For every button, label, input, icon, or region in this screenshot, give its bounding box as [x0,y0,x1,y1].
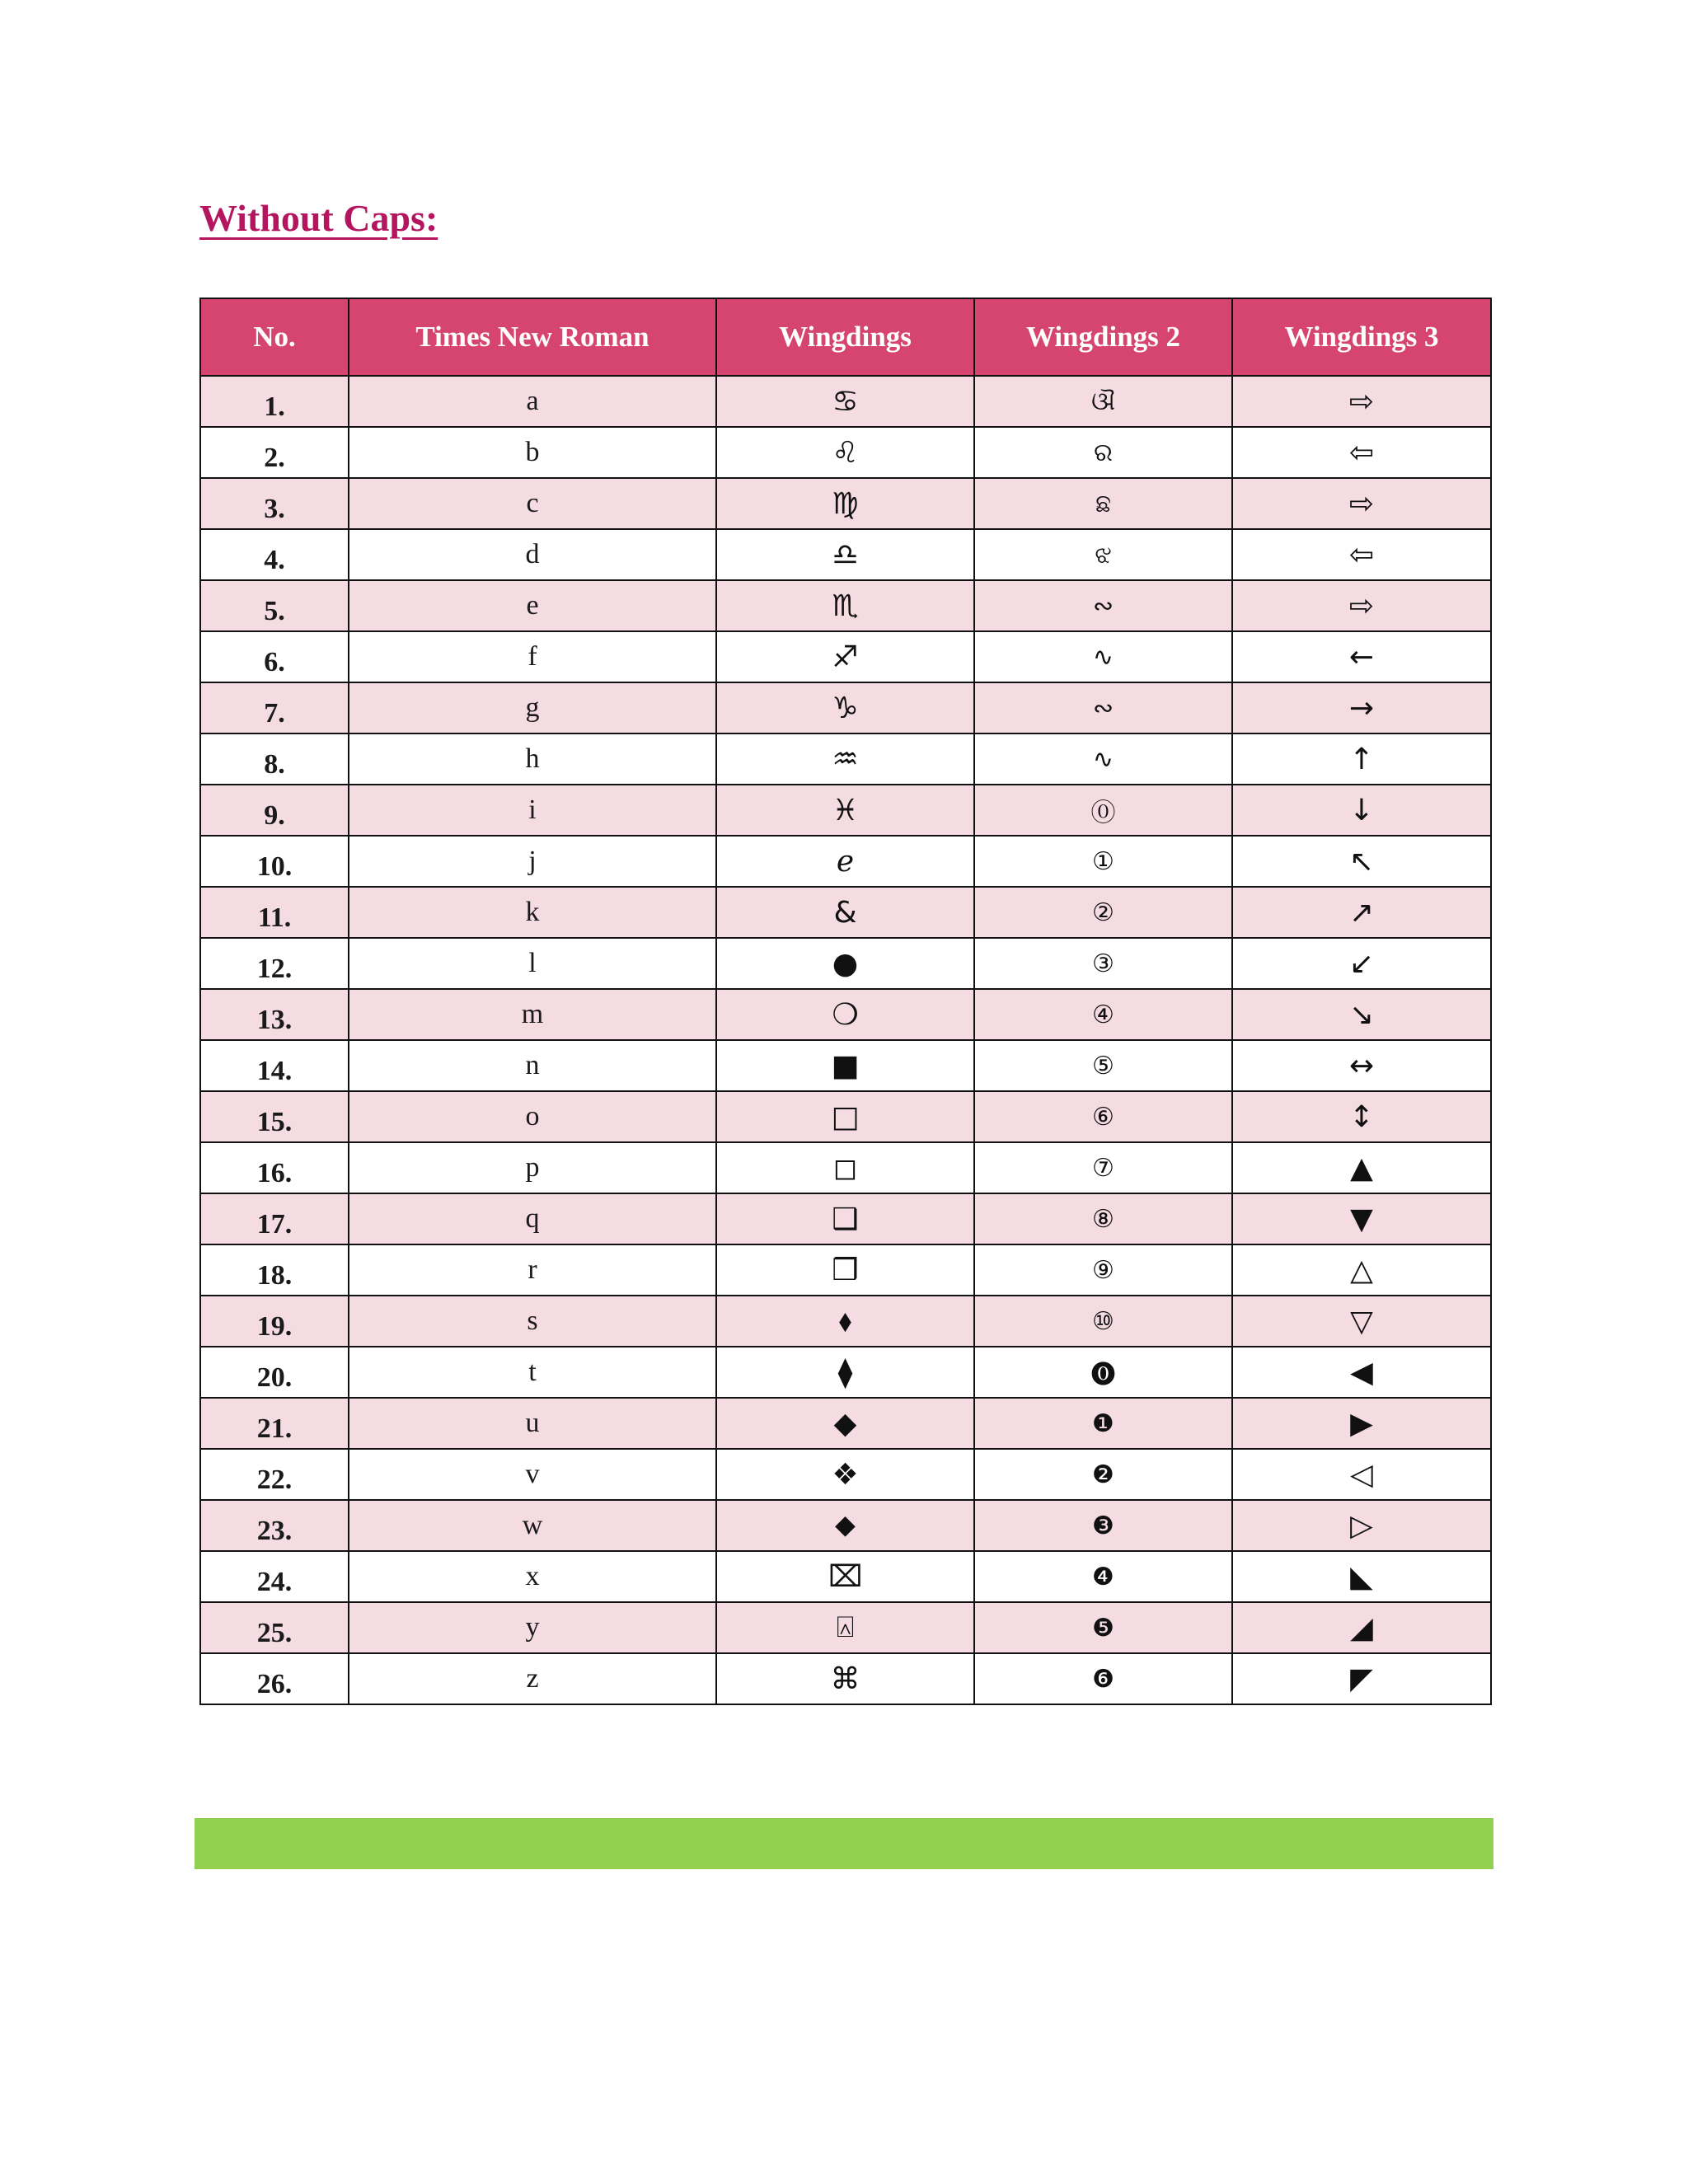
table-row [200,1296,1491,1347]
wingdings-2-cell: ① [974,836,1232,887]
wingdings-3-cell: ◣ [1232,1551,1491,1602]
row-number: 3. [200,478,349,529]
wingdings-cell: ♍ [716,478,974,529]
wingdings-2-cell: ❹ [974,1551,1232,1602]
times-new-roman-cell: r [349,1244,716,1296]
times-new-roman-cell: c [349,478,716,529]
wingdings-2-cell: ④ [974,989,1232,1040]
table-row [200,1398,1491,1449]
row-number: 24. [200,1551,349,1602]
table-row [200,478,1491,529]
wingdings-cell: ❑ [716,1193,974,1244]
table-row [200,1449,1491,1500]
table-header-row [200,298,1491,376]
wingdings-3-cell: ↖ [1232,836,1491,887]
times-new-roman-cell: s [349,1296,716,1347]
table-row [200,1602,1491,1653]
wingdings-2-cell: ⑤ [974,1040,1232,1091]
footer-accent-bar [195,1818,1493,1869]
wingdings-cell: ♓ [716,785,974,836]
header-wingdings-3: Wingdings 3 [1232,298,1491,376]
wingdings-2-cell: ⑥ [974,1091,1232,1142]
row-number: 2. [200,427,349,478]
wingdings-2-cell: ର [974,427,1232,478]
wingdings-2-cell: ❺ [974,1602,1232,1653]
wingdings-3-cell: ⇨ [1232,580,1491,631]
wingdings-cell: ♐ [716,631,974,682]
wingdings-cell: ⬧ [716,1296,974,1347]
wingdings-cell: ❍ [716,989,974,1040]
table-row [200,1244,1491,1296]
row-number: 12. [200,938,349,989]
wingdings-2-cell: ❶ [974,1398,1232,1449]
wingdings-cell: ⬥ [716,1500,974,1551]
times-new-roman-cell: b [349,427,716,478]
wingdings-cell: □ [716,1091,974,1142]
row-number: 6. [200,631,349,682]
row-number: 20. [200,1347,349,1398]
wingdings-3-cell: ↑ [1232,733,1491,785]
table-row [200,1142,1491,1193]
wingdings-2-cell: ⑦ [974,1142,1232,1193]
wingdings-2-cell: ⑨ [974,1244,1232,1296]
row-number: 14. [200,1040,349,1091]
wingdings-cell: ❖ [716,1449,974,1500]
wingdings-3-cell: ▽ [1232,1296,1491,1347]
times-new-roman-cell: n [349,1040,716,1091]
wingdings-3-cell: → [1232,682,1491,733]
wingdings-2-cell: ② [974,887,1232,938]
wingdings-cell: ℯ [716,836,974,887]
times-new-roman-cell: u [349,1398,716,1449]
row-number: 7. [200,682,349,733]
row-number: 17. [200,1193,349,1244]
table-row [200,733,1491,785]
times-new-roman-cell: p [349,1142,716,1193]
times-new-roman-cell: f [349,631,716,682]
wingdings-3-cell: ↙ [1232,938,1491,989]
wingdings-3-cell: ▶ [1232,1398,1491,1449]
times-new-roman-cell: o [349,1091,716,1142]
wingdings-2-cell: ∾ [974,580,1232,631]
table-row [200,989,1491,1040]
table-row [200,1193,1491,1244]
wingdings-3-cell: ↗ [1232,887,1491,938]
row-number: 21. [200,1398,349,1449]
row-number: 5. [200,580,349,631]
wingdings-3-cell: ◀ [1232,1347,1491,1398]
row-number: 25. [200,1602,349,1653]
table-row [200,376,1491,427]
wingdings-cell: ⌧ [716,1551,974,1602]
wingdings-3-cell: ◢ [1232,1602,1491,1653]
table-body [200,376,1491,1704]
table-row [200,1091,1491,1142]
wingdings-3-cell: ⇨ [1232,376,1491,427]
times-new-roman-cell: q [349,1193,716,1244]
wingdings-2-cell: ⓿ [974,1347,1232,1398]
row-number: 9. [200,785,349,836]
table-row [200,785,1491,836]
wingdings-3-cell: ↓ [1232,785,1491,836]
times-new-roman-cell: j [349,836,716,887]
times-new-roman-cell: i [349,785,716,836]
times-new-roman-cell: x [349,1551,716,1602]
header-wingdings-2: Wingdings 2 [974,298,1232,376]
table-row [200,529,1491,580]
table-row [200,580,1491,631]
row-number: 10. [200,836,349,887]
times-new-roman-cell: l [349,938,716,989]
row-number: 26. [200,1653,349,1704]
wingdings-3-cell: ▷ [1232,1500,1491,1551]
wingdings-cell: ⌘ [716,1653,974,1704]
wingdings-2-cell: ❷ [974,1449,1232,1500]
wingdings-3-cell: ↘ [1232,989,1491,1040]
table-row [200,1551,1491,1602]
wingdings-cell: ● [716,938,974,989]
times-new-roman-cell: m [349,989,716,1040]
table-row [200,427,1491,478]
wingdings-2-cell: ∿ [974,733,1232,785]
table-row [200,836,1491,887]
wingdings-3-cell: ← [1232,631,1491,682]
header-times-new-roman: Times New Roman [349,298,716,376]
table-row [200,682,1491,733]
table-row [200,631,1491,682]
wingdings-3-cell: ⇦ [1232,529,1491,580]
wingdings-cell: ⍓ [716,1602,974,1653]
wingdings-cell: ◆ [716,1398,974,1449]
wingdings-cell: ♒ [716,733,974,785]
times-new-roman-cell: z [349,1653,716,1704]
row-number: 1. [200,376,349,427]
wingdings-cell: ♏ [716,580,974,631]
wingdings-2-cell: ଝ [974,529,1232,580]
wingdings-cell: & [716,887,974,938]
times-new-roman-cell: h [349,733,716,785]
row-number: 19. [200,1296,349,1347]
times-new-roman-cell: w [349,1500,716,1551]
row-number: 11. [200,887,349,938]
row-number: 23. [200,1500,349,1551]
wingdings-cell: ♌ [716,427,974,478]
times-new-roman-cell: y [349,1602,716,1653]
header-no: No. [200,298,349,376]
row-number: 22. [200,1449,349,1500]
times-new-roman-cell: a [349,376,716,427]
wingdings-3-cell: △ [1232,1244,1491,1296]
wingdings-2-cell: ❸ [974,1500,1232,1551]
wingdings-cell: ♑ [716,682,974,733]
wingdings-2-cell: ∿ [974,631,1232,682]
wingdings-cell: ❒ [716,1244,974,1296]
wingdings-cell: ⧫ [716,1347,974,1398]
wingdings-2-cell: ⑧ [974,1193,1232,1244]
wingdings-cell: ◻ [716,1142,974,1193]
wingdings-2-cell: ❻ [974,1653,1232,1704]
times-new-roman-cell: k [349,887,716,938]
row-number: 18. [200,1244,349,1296]
wingdings-2-cell: ⓪ [974,785,1232,836]
wingdings-3-cell: ⇨ [1232,478,1491,529]
wingdings-2-cell: ③ [974,938,1232,989]
wingdings-3-cell: ◤ [1232,1653,1491,1704]
table-row [200,887,1491,938]
wingdings-2-cell: ⑩ [974,1296,1232,1347]
row-number: 13. [200,989,349,1040]
wingdings-cell: ■ [716,1040,974,1091]
table-row [200,938,1491,989]
wingdings-cell: ♋ [716,376,974,427]
wingdings-2-cell: ଔ [974,376,1232,427]
table-row [200,1500,1491,1551]
header-wingdings: Wingdings [716,298,974,376]
times-new-roman-cell: g [349,682,716,733]
row-number: 8. [200,733,349,785]
wingdings-3-cell: ↔ [1232,1040,1491,1091]
row-number: 16. [200,1142,349,1193]
table-row [200,1347,1491,1398]
wingdings-3-cell: ▼ [1232,1193,1491,1244]
wingdings-2-cell: ଛ [974,478,1232,529]
times-new-roman-cell: d [349,529,716,580]
row-number: 4. [200,529,349,580]
wingdings-2-cell: ∾ [974,682,1232,733]
times-new-roman-cell: e [349,580,716,631]
times-new-roman-cell: t [349,1347,716,1398]
table-row [200,1653,1491,1704]
wingdings-cell: ♎ [716,529,974,580]
wingdings-3-cell: ⇦ [1232,427,1491,478]
table-row [200,1040,1491,1091]
times-new-roman-cell: v [349,1449,716,1500]
row-number: 15. [200,1091,349,1142]
wingdings-3-cell: ↕ [1232,1091,1491,1142]
font-comparison-table [199,298,1492,1705]
wingdings-3-cell: ◁ [1232,1449,1491,1500]
page-title: Without Caps: [199,197,438,239]
wingdings-3-cell: ▲ [1232,1142,1491,1193]
